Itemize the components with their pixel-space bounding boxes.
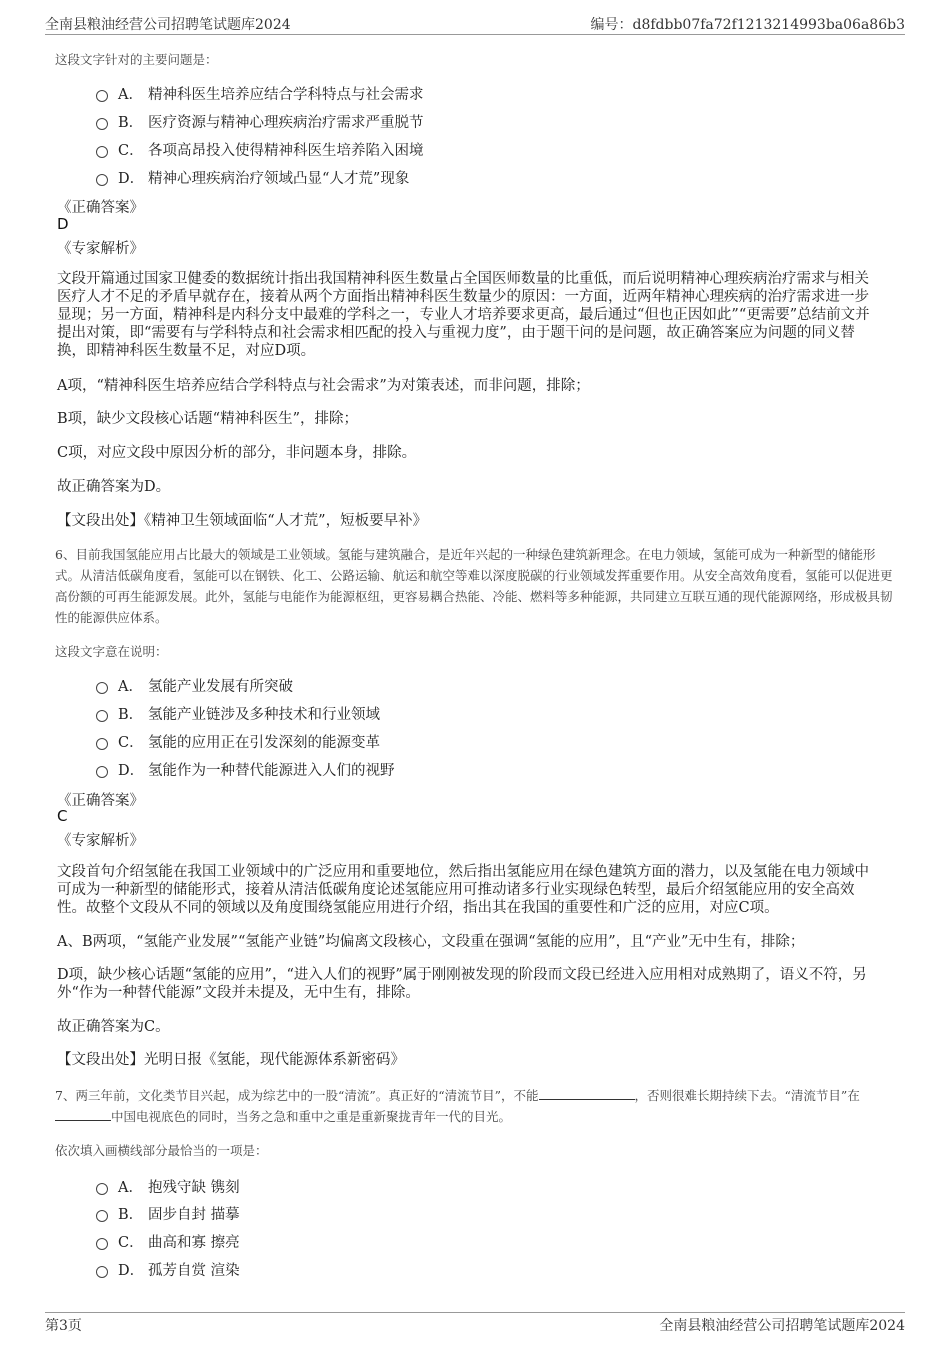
radio-icon[interactable] xyxy=(96,90,108,102)
radio-icon[interactable] xyxy=(96,710,108,722)
radio-icon[interactable] xyxy=(96,1183,108,1195)
radio-icon[interactable] xyxy=(96,118,108,130)
page-footer xyxy=(45,1312,905,1335)
q5-analysis-a: A项，“精神科医生培养应结合学科特点与社会需求”为对策表述，而非问题，排除； xyxy=(57,378,590,394)
q6-analysis-d: D项，缺少核心话题“氢能的应用”，“进入人们的视野”属于刚刚被发现的阶段而文段已经进入应用相对成熟期了，语义不符，另外“作为一种替代能源”文段并未提及，无中生有，排除。 xyxy=(57,967,867,1001)
q5-analysis-label: 《专家解析》 xyxy=(57,241,144,257)
radio-icon[interactable] xyxy=(96,146,108,158)
q5-analysis-b: B项，缺少文段核心话题“精神科医生”，排除； xyxy=(57,411,358,427)
q5-option-d[interactable]: D． 精神心理疾病治疗领域凸显“人才荒”现象 xyxy=(96,167,409,188)
q7-option-b[interactable]: B． 固步自封 描摹 xyxy=(96,1203,240,1224)
q6-option-d[interactable]: D． 氢能作为一种替代能源进入人们的视野 xyxy=(96,759,395,780)
radio-icon[interactable] xyxy=(96,766,108,778)
header-code: 编号：d8fdbb07fa72f1213214993ba06a86b3 xyxy=(590,17,905,33)
q6-source: 【文段出处】光明日报《氢能，现代能源体系新密码》 xyxy=(57,1052,405,1068)
q6-stem: 这段文字意在说明： xyxy=(55,644,168,659)
q6-analysis-main: 文段首句介绍氢能在我国工业领域中的广泛应用和重要地位，然后指出氢能应用在绿色建筑方面的潜力，以及氢能在电力领域中可成为一种新型的储能形式，接着从清洁低碳角度论述氢能应用可推动诸多行业实现绿色转型，最后介绍氢能应用的安全高效性。故整个文段从不同的领域以及角度围绕氢能应用进行介绍，指出其在我国的重要性和广泛的应用，对应C项。 xyxy=(57,864,869,916)
q5-option-b[interactable]: B． 医疗资源与精神心理疾病治疗需求严重脱节 xyxy=(96,111,424,132)
q7-option-c[interactable]: C． 曲高和寡 擦亮 xyxy=(96,1231,240,1252)
q6-analysis-ab: A、B两项，“氢能产业发展”“氢能产业链”均偏离文段核心，文段重在强调“氢能的应用”，且“产业”无中生有，排除； xyxy=(57,934,805,950)
q5-analysis-conclusion: 故正确答案为D。 xyxy=(57,479,171,495)
footer-title: 全南县粮油经营公司招聘笔试题库2024 xyxy=(659,1318,905,1334)
page-header xyxy=(45,12,905,35)
q7-option-d[interactable]: D． 孤芳自赏 渲染 xyxy=(96,1259,240,1280)
q7-stem: 依次填入画横线部分最恰当的一项是： xyxy=(55,1143,268,1158)
q5-answer: D xyxy=(57,215,69,233)
radio-icon[interactable] xyxy=(96,738,108,750)
radio-icon[interactable] xyxy=(96,1238,108,1250)
fill-blank-1[interactable] xyxy=(539,1087,635,1100)
q6-option-c[interactable]: C． 氢能的应用正在引发深刻的能源变革 xyxy=(96,731,380,752)
q5-analysis-c: C项，对应文段中原因分析的部分，非问题本身，排除。 xyxy=(57,445,417,461)
q5-stem: 这段文字针对的主要问题是： xyxy=(55,52,218,67)
radio-icon[interactable] xyxy=(96,1210,108,1222)
radio-icon[interactable] xyxy=(96,1266,108,1278)
page-number: 第3页 xyxy=(45,1318,82,1334)
q6-answer: C xyxy=(57,807,68,825)
q6-option-a[interactable]: A． 氢能产业发展有所突破 xyxy=(96,675,293,696)
q5-option-a[interactable]: A． 精神科医生培养应结合学科特点与社会需求 xyxy=(96,83,424,104)
header-title: 全南县粮油经营公司招聘笔试题库2024 xyxy=(45,17,291,33)
q6-answer-label: 《正确答案》 xyxy=(57,793,144,809)
q5-analysis-main: 文段开篇通过国家卫健委的数据统计指出我国精神科医生数量占全国医师数量的比重低，而后说明精神心理疾病治疗需求与相关医疗人才不足的矛盾早就存在，接着从两个方面指出精神科医生数量少的原因：一方面，近两年精神心理疾病的治疗需求进一步显现；另一方面，精神科是内科分支中最难的学科之一，专业人才培养要求更高，最后通过“但也正因如此”“更需要”总结前文并提出对策，即“需要有与学科特点和社会需求相匹配的投入与重视力度”，由于题干问的是问题，故正确答案应为问题的同义替换，即精神科医生数量不足，对应D项。 xyxy=(57,271,870,359)
radio-icon[interactable] xyxy=(96,174,108,186)
q5-source: 【文段出处】《精神卫生领域面临“人才荒”，短板要早补》 xyxy=(57,513,428,529)
q7-option-a[interactable]: A． 抱残守缺 镌刻 xyxy=(96,1176,240,1197)
q5-answer-label: 《正确答案》 xyxy=(57,200,144,216)
q6-analysis-conclusion: 故正确答案为C。 xyxy=(57,1019,170,1035)
q7-passage: 7、两三年前，文化类节目兴起，成为综艺中的一股“清流”。真正好的“清流节目”，不能 ，否则很难长期持续下去。“清流节目”在中国电视底色的同时，当务之急和重中之重是重新聚拢青年一代的目光。 xyxy=(55,1088,860,1124)
q5-option-c[interactable]: C． 各项高昂投入使得精神科医生培养陷入困境 xyxy=(96,139,424,160)
radio-icon[interactable] xyxy=(96,682,108,694)
fill-blank-2[interactable] xyxy=(55,1108,111,1121)
q6-analysis-label: 《专家解析》 xyxy=(57,833,144,849)
q6-passage: 6、目前我国氢能应用占比最大的领域是工业领域。氢能与建筑融合，是近年兴起的一种绿色建筑新理念。在电力领域，氢能可成为一种新型的储能形式。从清洁低碳角度看，氢能可以在钢铁、化工、公路运输、航运和航空等难以深度脱碳的行业领域发挥重要作用。从安全高效角度看，氢能可以促进更高份额的可再生能源发展。此外，氢能与电能作为能源枢纽，更容易耦合热能、冷能、燃料等多种能源，共同建立互联互通的现代能源网络，形成极具韧性的能源供应体系。 xyxy=(55,547,893,625)
q6-option-b[interactable]: B． 氢能产业链涉及多种技术和行业领域 xyxy=(96,703,380,724)
